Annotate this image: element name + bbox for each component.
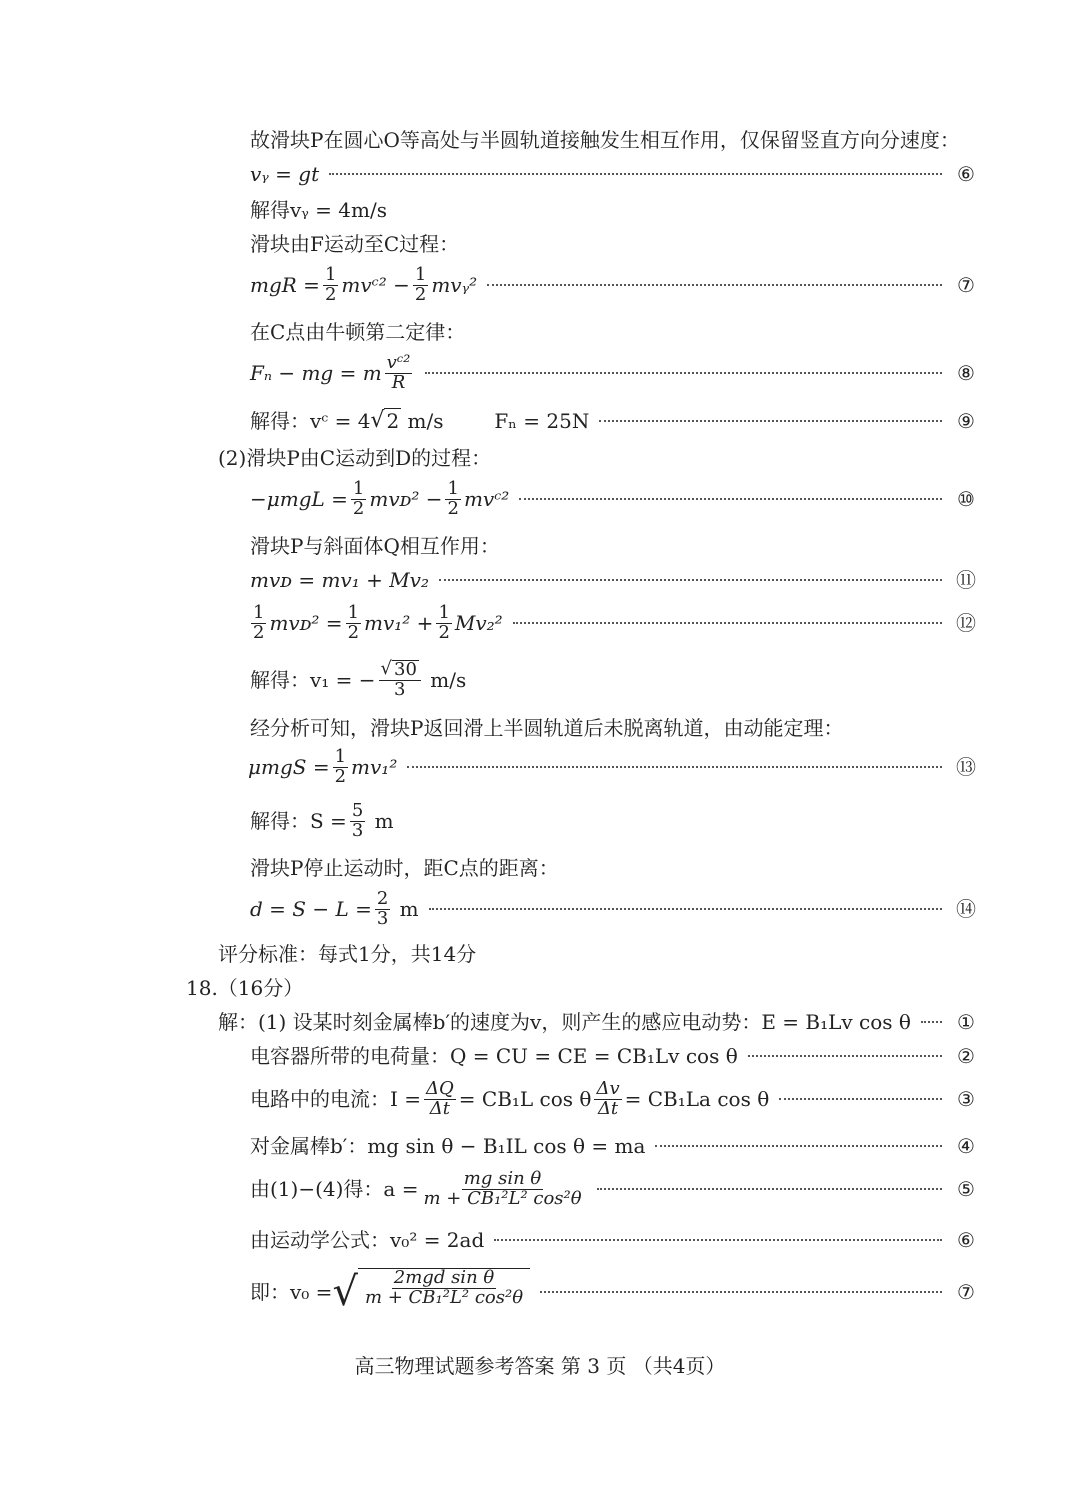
sqrt: √ 2 bbox=[370, 408, 400, 433]
fraction: $\frac{\Delta Q}{\Delta t}$ bbox=[426, 1078, 454, 1119]
scoring-note: 评分标准：每式1分，共14分 bbox=[218, 942, 477, 966]
equation-line: mgR = $\frac{1}{2}$ mvᶜ² − $\frac{1}{2}$ mvᵧ² ⑦ bbox=[250, 266, 980, 305]
equation-line: 电容器所带的电荷量：Q = CU = CE = CB₁Lv cos θ ② bbox=[250, 1044, 980, 1068]
text-line: 在C点由牛顿第二定律： bbox=[250, 320, 466, 344]
fraction: $\frac{1}{2}$ bbox=[414, 264, 427, 305]
equation-number: ⑥ bbox=[957, 162, 975, 186]
leader-dots bbox=[519, 498, 942, 500]
text-line: (2)滑块P由C运动到D的过程： bbox=[218, 446, 492, 470]
fraction: vᶜ² R bbox=[386, 352, 411, 393]
equation-number: ① bbox=[957, 1010, 975, 1034]
text-line: 滑块P停止运动时，距C点的距离： bbox=[250, 856, 559, 880]
leader-dots bbox=[439, 579, 942, 581]
text-line: 解得vᵧ = 4m/s bbox=[250, 198, 387, 222]
text-line: 滑块P与斜面体Q相互作用： bbox=[250, 534, 500, 558]
equation-line: −μmgL = $\frac{1}{2}$ mvᴅ² − $\frac{1}{2}$ mvᶜ² ⑩ bbox=[250, 480, 980, 519]
fraction: $\frac{1}{2}$ bbox=[334, 746, 347, 787]
equation-number: ⑦ bbox=[957, 1280, 975, 1304]
equation-line: d = S − L = $\frac{2}{3}$ m ⑭ bbox=[250, 890, 980, 929]
fraction: $\frac{1}{2}$ bbox=[438, 602, 450, 643]
equation-line: 1 2 mvᴅ² = $\frac{1}{2}$ mv₁² + $\frac{1}{2}$ Mv₂² ⑫ bbox=[248, 604, 980, 643]
text-line: 滑块由F运动至C过程： bbox=[250, 232, 460, 256]
leader-dots bbox=[655, 1145, 942, 1147]
fraction: 2mgd sin θ m + CB₁²L² cos²θ bbox=[364, 1267, 524, 1308]
equation-line: Fₙ − mg = m vᶜ² R ⑧ bbox=[250, 354, 980, 393]
equation-number: ⑫ bbox=[956, 611, 976, 636]
fraction: $\frac{\text{mg sin θ}}{\text{m + CB₁²L² cos²θ}}$ bbox=[423, 1168, 582, 1209]
equation-line: vᵧ = gt ⑥ bbox=[250, 162, 980, 186]
fraction: $\frac{\Delta v}{\Delta t}$ bbox=[596, 1078, 620, 1119]
equation-number: ② bbox=[957, 1044, 975, 1068]
equation-number: ⑦ bbox=[957, 273, 975, 298]
fraction: $\frac{1}{2}$ bbox=[324, 264, 337, 305]
fraction: 1 2 bbox=[253, 602, 265, 643]
equation-number: ⑧ bbox=[957, 361, 975, 386]
equation-number: ⑪ bbox=[956, 568, 976, 592]
leader-dots bbox=[329, 173, 942, 175]
equation-number: ③ bbox=[957, 1087, 975, 1112]
equation-line: 解：(1) 设某时刻金属棒b′的速度为v，则产生的感应电动势：E = B₁Lv cos θ ① bbox=[218, 1010, 980, 1034]
equation-line: mvᴅ = mv₁ + Mv₂ ⑪ bbox=[250, 568, 980, 592]
fraction: $\frac{2}{3}$ bbox=[376, 888, 389, 929]
equation-line: 由(1)−(4)得：a = $\frac{\text{mg sin θ}}{\text{m + CB₁²L² cos²θ}}$ ⑤ bbox=[250, 1170, 980, 1209]
equation-line: 解得：S = $\frac{5}{3}$ m bbox=[250, 800, 394, 841]
fraction: √ 30 3 bbox=[379, 660, 421, 700]
leader-dots bbox=[540, 1291, 942, 1293]
sqrt: √ 2mgd sin θ m + CB₁²L² cos²θ bbox=[332, 1268, 530, 1316]
question-title: 18.（16分） bbox=[186, 976, 304, 1000]
text-line: 经分析可知，滑块P返回滑上半圆轨道后未脱离轨道，由动能定理： bbox=[250, 716, 844, 740]
equation-line: μmgS = $\frac{1}{2}$ mv₁² ⑬ bbox=[248, 748, 980, 787]
equation-line: 电路中的电流：I = $\frac{\Delta Q}{\Delta t}$ = CB₁L cos θ $\frac{\Delta v}{\Delta t}$ = CB₁La cos θ ③ bbox=[250, 1080, 980, 1119]
leader-dots bbox=[599, 420, 942, 422]
equation-number: ⑩ bbox=[957, 487, 975, 512]
fraction: $\frac{1}{2}$ bbox=[352, 478, 365, 519]
leader-dots bbox=[921, 1021, 942, 1023]
leader-dots bbox=[425, 372, 942, 374]
fraction: $\frac{1}{2}$ bbox=[447, 478, 459, 519]
equation-line: 对金属棒b′：mg sin θ − B₁IL cos θ = ma ④ bbox=[250, 1134, 980, 1158]
equation-line: 即：v₀ = √ 2mgd sin θ m + CB₁²L² cos²θ ⑦ bbox=[250, 1268, 980, 1316]
equation-number: ⑨ bbox=[957, 409, 975, 434]
equation-number: ④ bbox=[957, 1134, 975, 1158]
leader-dots bbox=[779, 1098, 942, 1100]
equation-line: 由运动学公式：v₀² = 2ad ⑥ bbox=[250, 1228, 980, 1252]
fraction: $\frac{5}{3}$ bbox=[351, 800, 364, 841]
equation-number: ⑬ bbox=[956, 755, 976, 780]
leader-dots bbox=[407, 766, 942, 768]
page-footer: 高三物理试题参考答案 第 3 页 （共4页） bbox=[354, 1354, 726, 1378]
leader-dots bbox=[748, 1055, 942, 1057]
fraction: $\frac{1}{2}$ bbox=[347, 602, 360, 643]
equation-line: 解得：vᶜ = 4 √ 2 m/s Fₙ = 25N ⑨ bbox=[250, 408, 980, 434]
leader-dots bbox=[429, 908, 942, 910]
equation-number: ⑤ bbox=[957, 1177, 975, 1202]
leader-dots bbox=[513, 622, 942, 624]
leader-dots bbox=[487, 284, 942, 286]
leader-dots bbox=[494, 1239, 942, 1241]
equation-number: ⑥ bbox=[957, 1228, 975, 1252]
equation-line: 解得：v₁ = − √ 30 3 m/s bbox=[250, 658, 467, 700]
leader-dots bbox=[597, 1188, 942, 1190]
text-line: 故滑块P在圆心O等高处与半圆轨道接触发生相互作用，仅保留竖直方向分速度： bbox=[250, 128, 960, 152]
equation-number: ⑭ bbox=[956, 897, 976, 922]
